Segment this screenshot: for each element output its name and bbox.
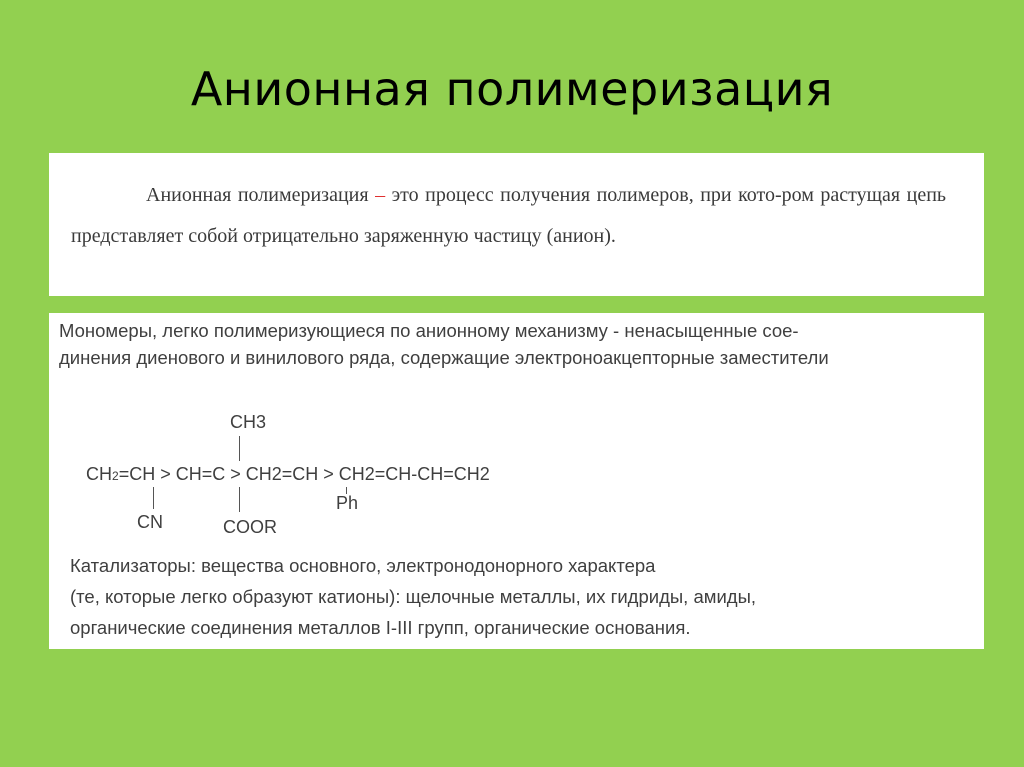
series-ch: CH: [86, 464, 112, 484]
catalysts-line-1: Катализаторы: вещества основного, электронодонорного характера: [70, 555, 656, 576]
series-part-c: > CH2=CH > CH2=CH-CH=CH2: [225, 464, 490, 484]
cn-bond: [153, 487, 154, 509]
monomer-series: [86, 464, 490, 485]
definition-dash: –: [375, 184, 386, 206]
definition-text: [71, 175, 946, 257]
coor-substituent: COOR: [223, 517, 277, 537]
definition-term: Анионная полимеризация: [146, 184, 369, 206]
coor-bond: [239, 487, 240, 512]
series-ch-subscript: 2: [112, 469, 119, 483]
monomers-line-1: Мономеры, легко полимеризующиеся по анионному механизму - ненасыщенные сое-: [59, 320, 799, 341]
definition-box: [49, 153, 984, 296]
definition-rest: это процесс получения полимеров, при кото-ром растущая цепь представляет собой отрицательно заряженную частицу (анион).: [71, 184, 947, 247]
catalysts-text: [70, 550, 970, 643]
slide-title: Анионная полимеризация: [190, 62, 834, 116]
ch3-substituent: CH3: [230, 412, 267, 432]
monomers-box: [49, 313, 984, 649]
catalysts-line-3: органические соединения металлов I-III групп, органические основания.: [70, 617, 691, 638]
cn-substituent: CN: [137, 512, 163, 532]
monomers-text: [59, 317, 989, 371]
series-part-b: =CH > CH=C: [118, 464, 226, 484]
ch3-bond: [239, 436, 240, 461]
monomers-line-2: динения диенового и винилового ряда, содержащие электроноакцепторные заместители: [59, 347, 829, 368]
catalysts-line-2: (те, которые легко образуют катионы): щелочные металлы, их гидриды, амиды,: [70, 586, 757, 607]
ph-substituent: Ph: [336, 493, 359, 513]
